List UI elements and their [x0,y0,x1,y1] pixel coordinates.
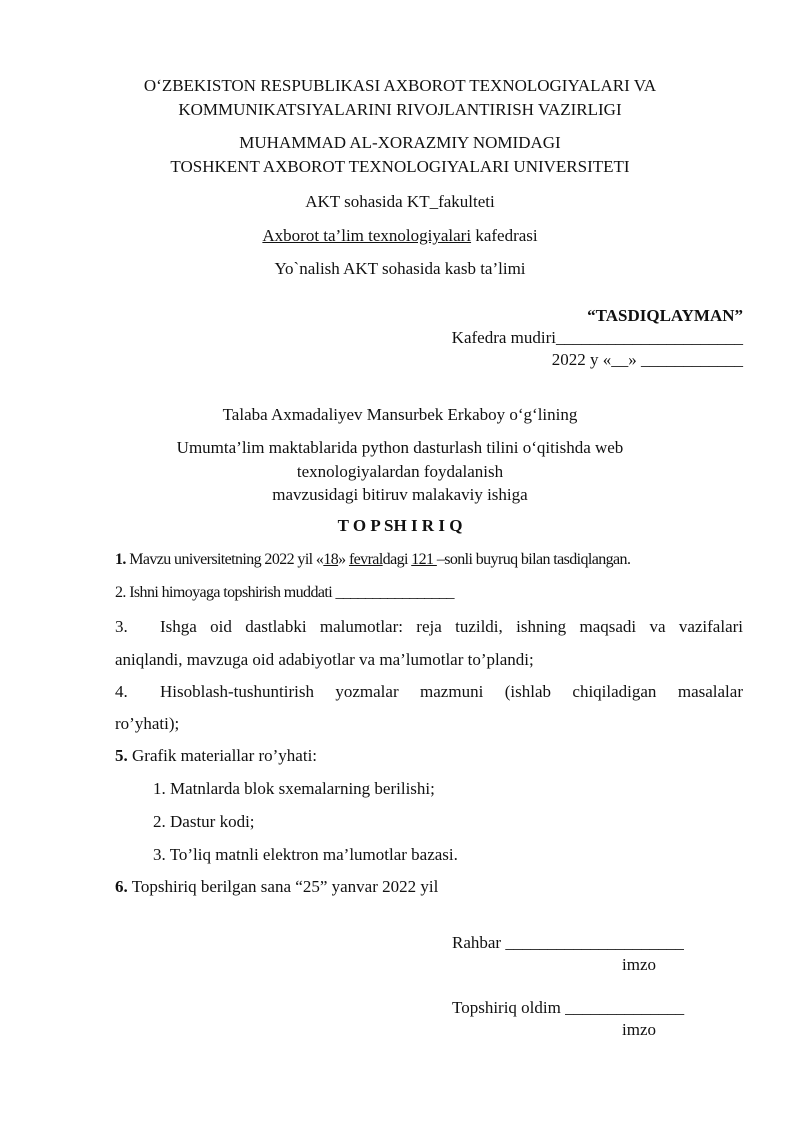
task-title: T O P SH I R I Q [337,516,463,535]
item-1-text-c: dagi [382,551,412,568]
item-1 [115,551,630,569]
item-3-line-1: Ishga oid dastlabki malumotlar: reja tuzildi, ishning maqsadi va vazifalari [160,617,743,636]
university-line-1: MUHAMMAD AL-XORAZMIY NOMIDAGI [239,133,561,152]
topic-line-3: mavzusidagi bitiruv malakaviy ishiga [272,485,528,504]
approval-title: “TASDIQLAYMAN” [587,306,743,325]
item-4-number: 4. [115,682,128,701]
item-1-order: 121 [411,551,437,568]
received-sign-label: imzo [622,1020,656,1039]
supervisor-sign-label: imzo [622,955,656,974]
sub-item-3: 3. To’liq matnli elektron ma’lumotlar bazasi. [153,845,458,864]
ministry-line-1: O‘ZBEKISTON RESPUBLIKASI AXBOROT TEXNOLOGIYALARI VA [143,76,657,95]
sub-item-2: 2. Dastur kodi; [153,812,255,831]
supervisor-signature-line: Rahbar _____________________ [452,933,684,952]
faculty-line: AKT sohasida KT_fakulteti [305,192,495,211]
item-5-text: Grafik materiallar ro’yhati: [127,746,318,765]
topic-line-2: texnologiyalardan foydalanish [296,462,504,481]
item-6-number: 6. [115,877,128,896]
item-1-month: fevral [348,551,383,568]
department-suffix: kafedrasi [471,226,538,245]
sub-item-1: 1. Matnlarda blok sxemalarning berilishi; [153,779,435,798]
item-3-number: 3. [115,617,128,636]
item-1-day: 18 [323,551,339,568]
approval-date-line: 2022 y «__» ____________ [551,350,743,369]
item-6-text: Topshiriq berilgan sana “25” yanvar 2022 yil [127,877,439,896]
department-head-line: Kafedra mudiri______________________ [451,328,743,347]
received-signature-line: Topshiriq oldim ______________ [452,998,685,1017]
item-1-text-d: –sonli buyruq bilan tasdiqlangan. [436,551,631,568]
item-5 [115,746,317,766]
topic-line-1: Umumta’lim maktablarida python dasturlash tilini o‘qitishda web [176,438,624,457]
ministry-line-2: KOMMUNIKATSIYALARINI RIVOJLANTIRISH VAZIRLIGI [178,100,622,119]
item-4-line-2: ro’yhati); [115,714,180,733]
item-1-text-a: Mavzu universitetning 2022 yil « [125,551,324,568]
department-name: Axborot ta’lim texnologiyalari [262,226,472,245]
item-5-number: 5. [115,746,128,765]
student-line: Talaba Axmadaliyev Mansurbek Erkaboy o‘g‘lining [222,405,578,424]
item-6 [115,877,438,897]
item-1-number: 1. [115,551,126,568]
direction-line: Yo`nalish AKT sohasida kasb ta’limi [274,259,526,278]
university-line-2: TOSHKENT AXBOROT TEXNOLOGIYALARI UNIVERSITETI [170,157,630,176]
item-4-line-1: Hisoblash-tushuntirish yozmalar mazmuni (ishlab chiqiladigan masalalar [160,682,743,701]
item-1-text-b: » [338,551,349,568]
item-2: 2. Ishni himoyaga topshirish muddati ________________ [115,584,454,601]
item-3-line-2: aniqlandi, mavzuga oid adabiyotlar va ma’lumotlar to’plandi; [115,650,534,669]
department-line [0,226,800,246]
